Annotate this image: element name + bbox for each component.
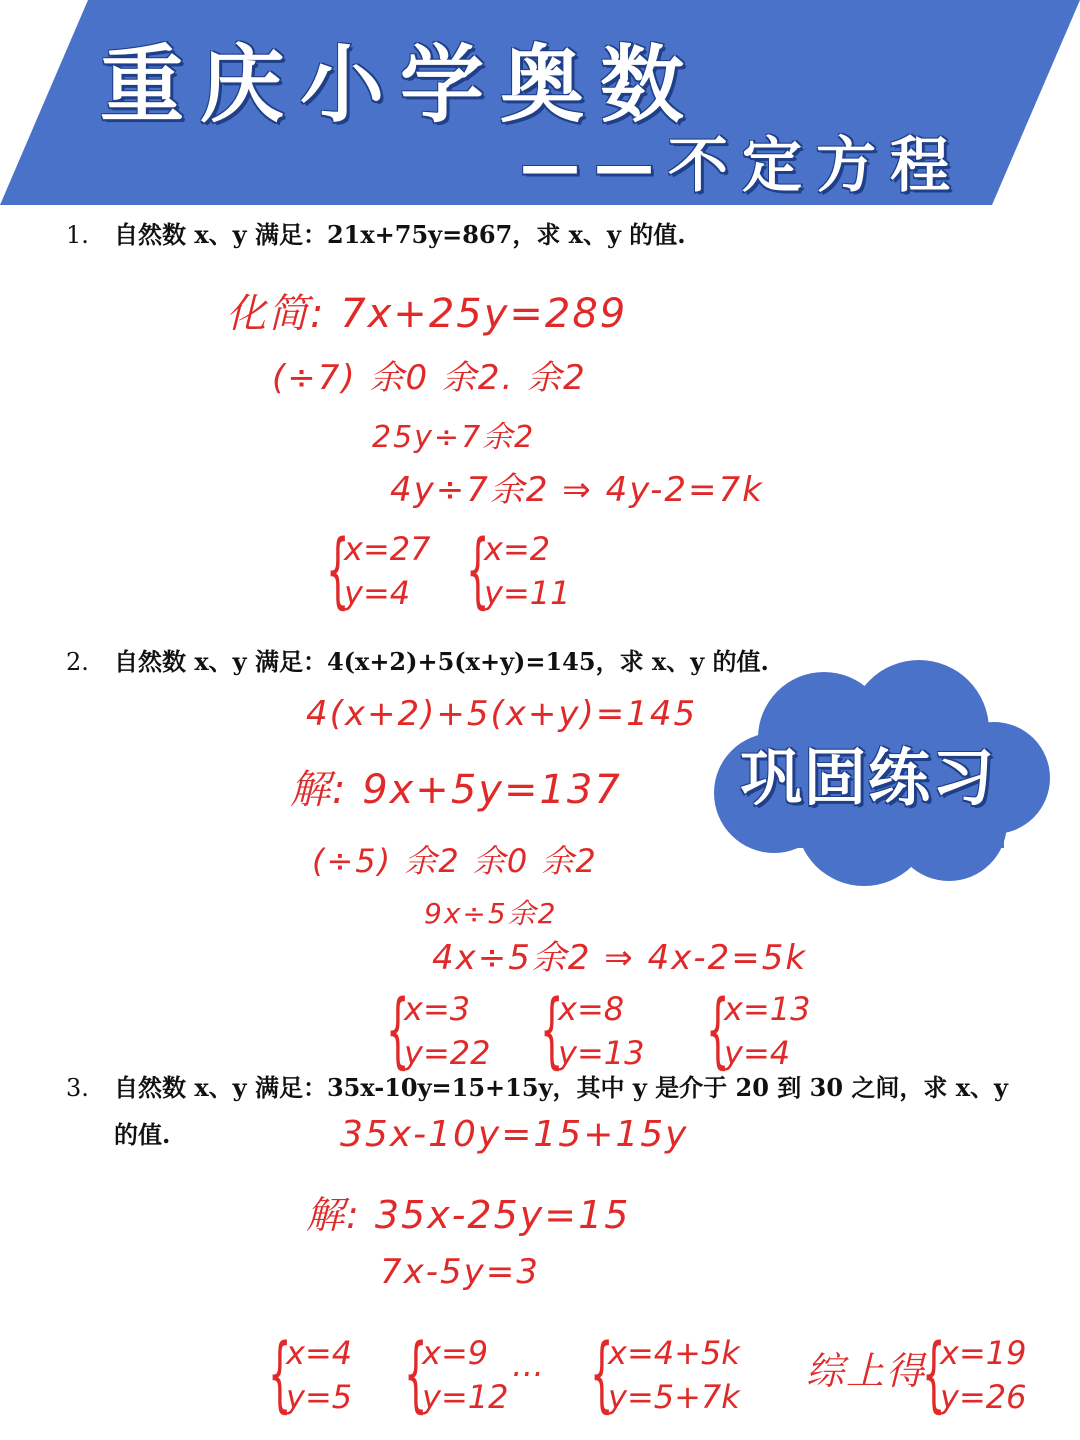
handwritten-step: 25y÷7余2 <box>372 420 536 455</box>
conclusion-label: 综上得 <box>806 1349 927 1393</box>
solution-system: { x=8 y=13 <box>540 983 645 1078</box>
handwritten-step: 9x÷5余2 <box>424 897 558 930</box>
problem-number: 2. <box>66 648 89 676</box>
handwritten-step: 4x÷5余2 ⇒ 4x-2=5k <box>432 938 808 978</box>
problem-1 <box>66 215 686 250</box>
problem-text: 自然数 x、y 满足：21x+75y=867，求 x、y 的值. <box>114 220 686 249</box>
final-solution: { x=19 y=26 <box>922 1327 1027 1422</box>
handwritten-step: 35x-10y=15+15y <box>340 1114 689 1155</box>
problem-2 <box>66 642 769 677</box>
problem-number: 3. <box>66 1074 89 1102</box>
solution-system: { x=13 y=4 <box>706 983 811 1078</box>
solution-system: { x=27 y=4 <box>326 523 431 618</box>
handwritten-step: 7x-5y=3 <box>380 1252 540 1292</box>
handwritten-step: 解: 35x-25y=15 <box>306 1193 631 1237</box>
handwritten-step: 4y÷7余2 ⇒ 4y-2=7k <box>390 470 764 510</box>
problem-number: 1. <box>66 221 89 249</box>
solution-system: { x=9 y=12 <box>404 1327 509 1422</box>
problem-text-continued: 的值. <box>114 1120 171 1149</box>
problem-text: 自然数 x、y 满足：35x-10y=15+15y，其中 y 是介于 20 到 30 之间，求 x、y <box>114 1073 1008 1102</box>
handwritten-step: 解: 9x+5y=137 <box>290 767 622 813</box>
ellipsis: … <box>512 1346 546 1384</box>
handwritten-step: 4(x+2)+5(x+y)=145 <box>306 694 698 734</box>
solution-system: { x=4+5k y=5+7k <box>590 1327 740 1422</box>
page-subtitle: ——不定方程 <box>520 131 964 201</box>
solution-system: { x=4 y=5 <box>268 1327 353 1422</box>
page-title: 重庆小学奥数 <box>100 36 701 134</box>
solution-system: { x=2 y=11 <box>466 523 571 618</box>
handwritten-step: (÷7) 余0 余2. 余2 <box>272 358 587 398</box>
solution-system: { x=3 y=22 <box>386 983 491 1078</box>
handwritten-step: 化简: 7x+25y=289 <box>226 291 628 337</box>
badge-label: 巩固练习 <box>740 741 997 814</box>
handwritten-step: (÷5) 余2 余0 余2 <box>312 842 598 880</box>
problem-text: 自然数 x、y 满足：4(x+2)+5(x+y)=145，求 x、y 的值. <box>114 647 769 676</box>
